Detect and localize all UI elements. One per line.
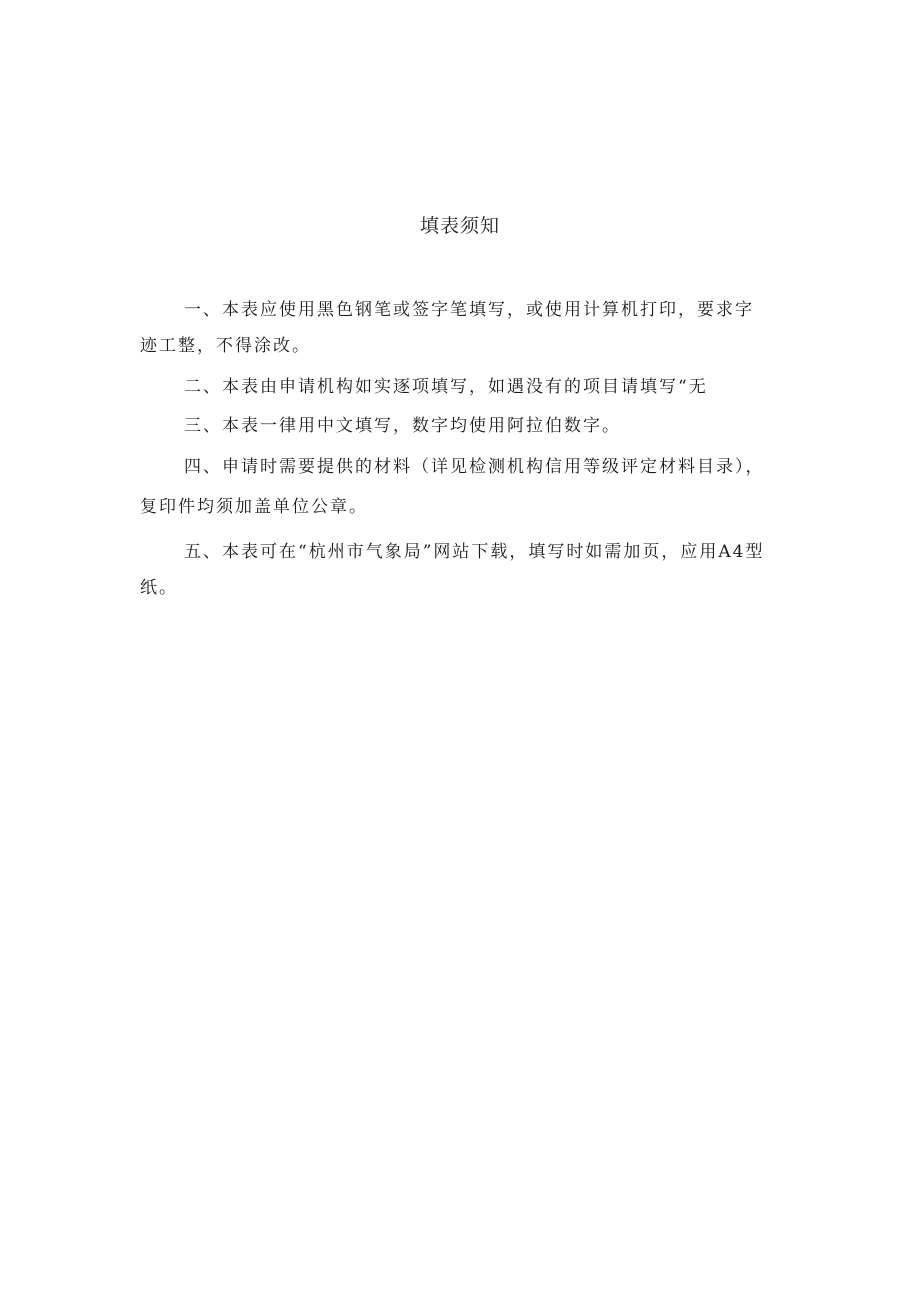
instruction-item: 二、本表由申请机构如实逐项填写，如遇没有的项目请填写“无 <box>184 377 708 397</box>
instruction-item: 三、本表一律用中文填写，数字均使用阿拉伯数字。 <box>184 416 621 436</box>
document-title: 填表须知 <box>419 215 500 237</box>
instruction-item: 五、本表可在“杭州市气象局”网站下载，填写时如需加页，应用A4型纸。 <box>140 542 765 598</box>
instructions-list <box>140 292 766 606</box>
instruction-item: 一、本表应使用黑色钢笔或签字笔填写，或使用计算机打印，要求字迹工整，不得涂改。 <box>140 300 754 356</box>
instruction-item: 四、申请时需要提供的材料（详见检测机构信用等级评定材料目录），复印件均须加盖单位公章。 <box>140 457 765 517</box>
